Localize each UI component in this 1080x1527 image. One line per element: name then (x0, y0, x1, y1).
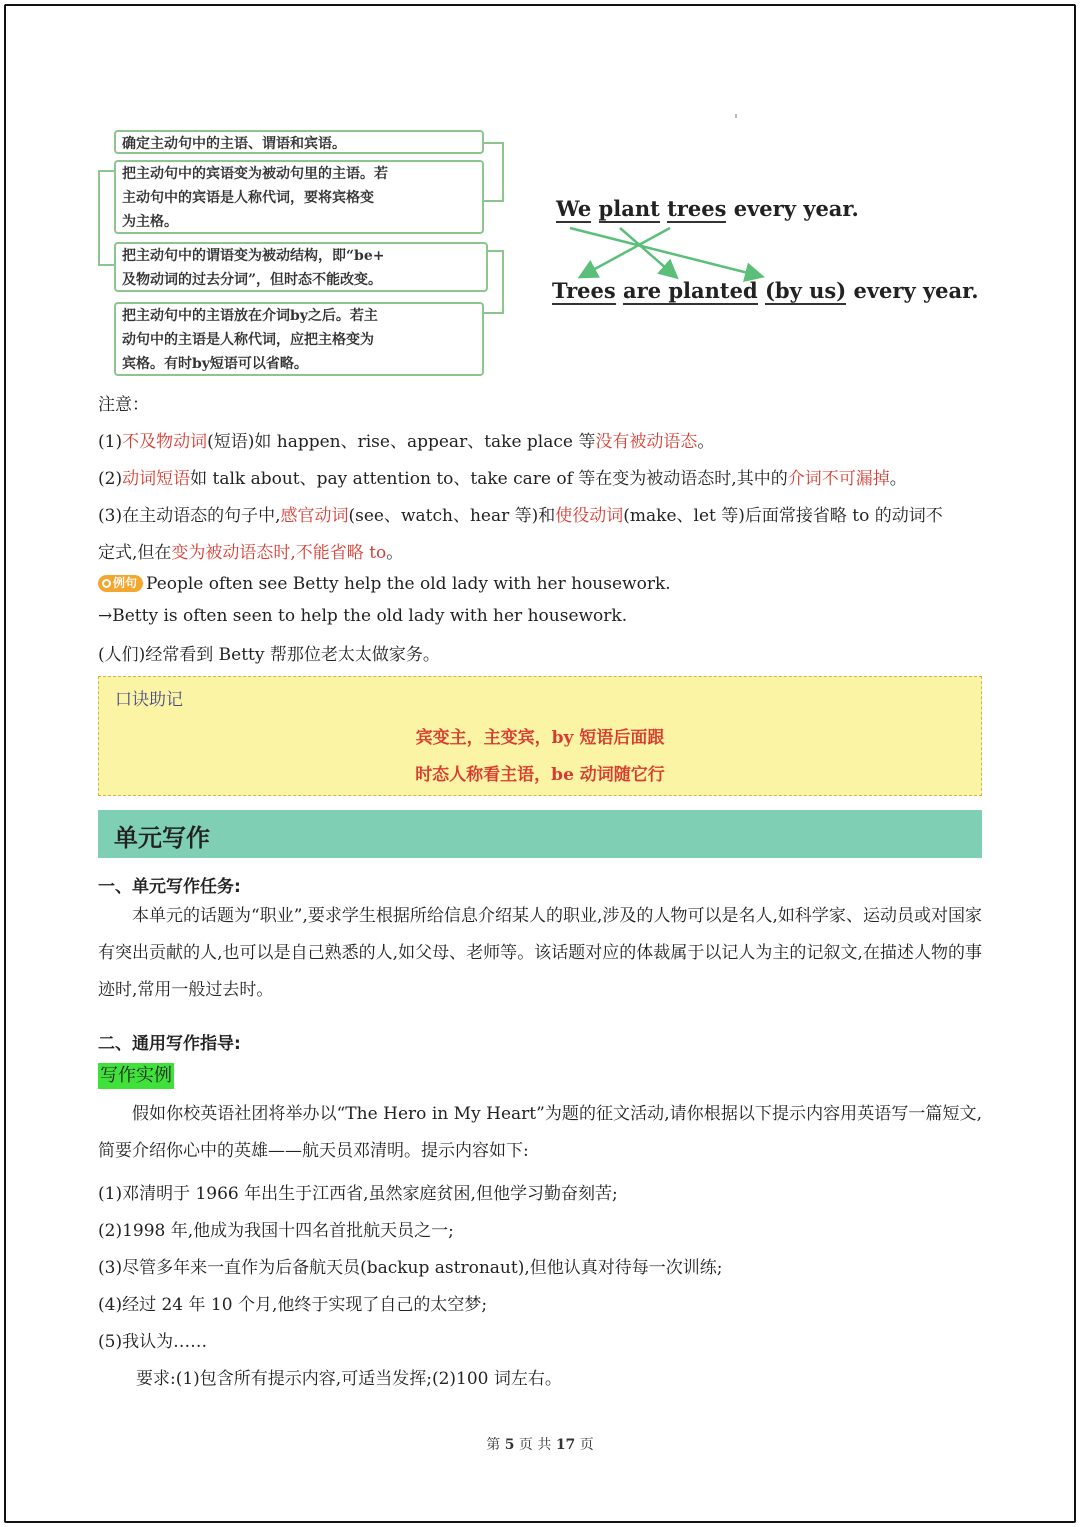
step-2: 把主动句中的宾语变为被动句里的主语。若 主动句中的宾语是人称代词，要将宾格变 为主格。 (114, 160, 484, 234)
mnemonic-line-2: 时态人称看主语，be 动词随它行 (415, 765, 665, 785)
note-3-continued: 定式,但在变为被动语态时,不能省略 to。 (98, 543, 404, 563)
note-3: (3)在主动语态的句子中,感官动词(see、watch、hear 等)和使役动词(make、let 等)后面常接省略 to 的动词不 (98, 506, 943, 526)
note-1: (1)不及物动词(短语)如 happen、rise、appear、take place 等没有被动语态。 (98, 432, 715, 452)
current-page: 5 (504, 1437, 515, 1453)
scan-mark (735, 114, 737, 118)
mnemonic-line-1: 宾变主，主变宾，by 短语后面跟 (415, 728, 665, 748)
example-badge: 例句 (98, 575, 143, 592)
page-footer: 第 5 页 共 17 页 (486, 1437, 594, 1453)
prompt-point-2: (2)1998 年,他成为我国十四名首批航天员之一; (98, 1221, 454, 1241)
writing-example-label: 写作实例 (98, 1063, 174, 1089)
example-translation: (人们)经常看到 Betty 帮那位老太太做家务。 (98, 645, 440, 665)
voice-transformation-diagram (550, 192, 979, 312)
writing-requirement: 要求:(1)包含所有提示内容,可适当发挥;(2)100 词左右。 (136, 1369, 562, 1389)
task-paragraph: 本单元的话题为“职业”,要求学生根据所给信息介绍某人的职业,涉及的人物可以是名人,如科学家、运动员或对国家有突出贡献的人,也可以是自己熟悉的人,如父母、老师等。该话题对应的体裁属于以记人为主的记叙文,在描述人物的事迹时,常用一般过去时。 (98, 906, 982, 1000)
step-4: 把主动句中的主语放在介词by之后。若主 动句中的主语是人称代词，应把主格变为 宾格。有时by短语可以省略。 (114, 302, 484, 376)
example-sentence: 例句 People often see Betty help the old lady with her housework. (98, 574, 671, 594)
step-1: 确定主动句中的主语、谓语和宾语。 (114, 130, 484, 154)
task-heading: 一、单元写作任务: (98, 877, 241, 897)
note-2: (2)动词短语如 talk about、pay attention to、take care of 等在变为被动语态时,其中的介词不可漏掉。 (98, 469, 907, 489)
connector (482, 142, 504, 202)
section-title: 单元写作 (114, 824, 210, 852)
prompt-point-4: (4)经过 24 年 10 个月,他终于实现了自己的太空梦; (98, 1295, 488, 1315)
prompt-point-5: (5)我认为…… (98, 1332, 208, 1352)
passive-sentence: Trees are planted (by us) every year. (552, 278, 979, 303)
mnemonic-title: 口诀助记 (115, 690, 183, 710)
active-sentence: We plant trees every year. (556, 196, 859, 221)
section-header (98, 810, 982, 858)
notes-title: 注意： (98, 395, 149, 415)
prompt-point-1: (1)邓清明于 1966 年出生于江西省,虽然家庭贫困,但他学习勤奋刻苦; (98, 1184, 618, 1204)
circle-icon (102, 579, 111, 588)
prompt-point-3: (3)尽管多年来一直作为后备航天员(backup astronaut),但他认真对待每一次训练; (98, 1258, 723, 1278)
step-3: 把主动句中的谓语变为被动结构，即“be+ 及物动词的过去分词”，但时态不能改变。 (114, 242, 488, 292)
passive-conversion-steps (96, 128, 508, 378)
total-pages: 17 (555, 1437, 576, 1453)
writing-prompt: 假如你校英语社团将举办以“The Hero in My Heart”为题的征文活动,请你根据以下提示内容用英语写一篇短文,简要介绍你心中的英雄——航天员邓清明。提示内容如下: (98, 1104, 982, 1161)
example-passive: →Betty is often seen to help the old lady with her housework. (98, 606, 628, 626)
mnemonic-box (98, 676, 982, 796)
guide-heading: 二、通用写作指导: (98, 1034, 241, 1054)
